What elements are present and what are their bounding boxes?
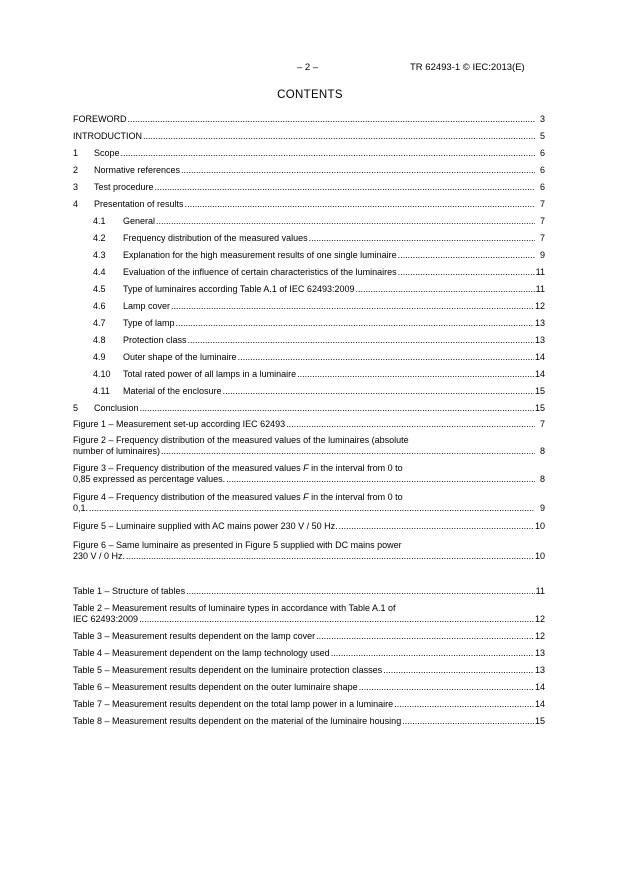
- toc-page: 14: [534, 699, 545, 709]
- toc-page: 14: [534, 682, 545, 692]
- toc-label: FOREWORD: [73, 114, 127, 124]
- dot-leader: [155, 182, 535, 193]
- toc-number: 1: [73, 148, 79, 158]
- toc-label: Table 8 – Measurement results dependent on the material of the luminaire housing: [73, 716, 402, 726]
- toc-page: 3: [539, 114, 545, 124]
- toc-label-line-1: Table 2 – Measurement results of luminaire types in accordance with Table A.1 of: [73, 603, 396, 613]
- toc-figure-1[interactable]: [73, 419, 545, 430]
- toc-figure-2[interactable]: [73, 435, 545, 457]
- dot-leader: [331, 648, 534, 659]
- toc-label-line-1: Figure 2 – Frequency distribution of the measured values of the luminaires (absolute: [73, 435, 409, 445]
- document-reference: TR 62493-1 © IEC:2013(E): [410, 62, 525, 73]
- toc-label-line-2: IEC 62493:2009: [73, 614, 139, 624]
- toc-figure-6[interactable]: [73, 540, 545, 562]
- dot-leader: [171, 301, 534, 312]
- toc-entry-4-6[interactable]: [93, 301, 545, 312]
- dot-leader: [156, 216, 535, 227]
- toc-number: 4.1: [93, 216, 106, 226]
- toc-number: 4.10: [93, 369, 111, 379]
- toc-page: 7: [539, 233, 545, 243]
- toc-label: Outer shape of the luminaire: [123, 352, 237, 362]
- toc-entry-scope[interactable]: [73, 148, 545, 159]
- toc-entry-4-10[interactable]: [93, 369, 545, 380]
- toc-page: 10: [534, 551, 545, 561]
- toc-label: Type of lamp: [123, 318, 175, 328]
- toc-page: 13: [534, 665, 545, 675]
- toc-page: 6: [539, 148, 545, 158]
- toc-entry-conclusion[interactable]: [73, 403, 545, 414]
- toc-label-line-1: Figure 4 – Frequency distribution of the measured values F in the interval from 0 to: [73, 492, 403, 502]
- toc-page: 14: [534, 369, 545, 379]
- dot-leader: [161, 446, 535, 457]
- toc-table-1[interactable]: [73, 586, 545, 597]
- toc-label: Test procedure: [94, 182, 154, 192]
- toc-label: Figure 5 – Luminaire supplied with AC mains power 230 V / 50 Hz.: [73, 521, 338, 531]
- dot-leader: [286, 419, 535, 430]
- toc-label: Conclusion: [94, 403, 139, 413]
- dot-leader: [297, 369, 534, 380]
- dot-leader: [226, 474, 535, 485]
- toc-entry-introduction[interactable]: [73, 131, 545, 142]
- toc-page: 8: [539, 446, 545, 456]
- toc-page: 13: [534, 648, 545, 658]
- toc-page: 11: [535, 586, 545, 596]
- toc-label: Table 5 – Measurement results dependent on the luminaire protection classes: [73, 665, 383, 675]
- dot-leader: [309, 233, 535, 244]
- toc-entry-4-8[interactable]: [93, 335, 545, 346]
- toc-page: 13: [534, 335, 545, 345]
- toc-page: 9: [539, 503, 545, 513]
- toc-page: 11: [535, 284, 545, 294]
- dot-leader: [398, 267, 535, 278]
- toc-page: 12: [534, 614, 545, 624]
- toc-figure-3[interactable]: [73, 463, 545, 485]
- dot-leader: [359, 682, 534, 693]
- toc-figure-4[interactable]: [73, 492, 545, 514]
- toc-label: Frequency distribution of the measured values: [123, 233, 308, 243]
- toc-label: Material of the enclosure: [123, 386, 222, 396]
- toc-entry-foreword[interactable]: [73, 114, 545, 125]
- toc-label: Table 6 – Measurement results dependent on the outer luminaire shape: [73, 682, 358, 692]
- dot-leader: [223, 386, 534, 397]
- dot-leader: [394, 699, 534, 710]
- toc-entry-4-11[interactable]: [93, 386, 545, 397]
- toc-label: Table 1 – Structure of tables: [73, 586, 186, 596]
- toc-number: 4.3: [93, 250, 106, 260]
- toc-table-5[interactable]: [73, 665, 545, 676]
- toc-page: 7: [539, 199, 545, 209]
- toc-label: Type of luminaires according Table A.1 of IEC 62493:2009: [123, 284, 355, 294]
- toc-number: 5: [73, 403, 79, 413]
- toc-number: 4.9: [93, 352, 106, 362]
- toc-label-line-1: Figure 6 – Same luminaire as presented in Figure 5 supplied with DC mains power: [73, 540, 402, 550]
- toc-label: Evaluation of the influence of certain characteristics of the luminaires: [123, 267, 397, 277]
- toc-page: 7: [539, 419, 545, 429]
- toc-page: 5: [539, 131, 545, 141]
- toc-label-line-2: 0,1.: [73, 503, 89, 513]
- toc-page: 6: [539, 182, 545, 192]
- toc-label: Presentation of results: [94, 199, 184, 209]
- toc-entry-4-4[interactable]: [93, 267, 545, 278]
- toc-figure-5[interactable]: [73, 521, 545, 532]
- dot-leader: [89, 503, 535, 514]
- toc-entry-4-5[interactable]: [93, 284, 545, 295]
- toc-table-8[interactable]: [73, 716, 545, 727]
- dot-leader: [355, 284, 534, 295]
- dot-leader: [128, 114, 536, 125]
- toc-page: 12: [534, 301, 545, 311]
- toc-entry-4-1[interactable]: [93, 216, 545, 227]
- toc-number: 4.6: [93, 301, 106, 311]
- dot-leader: [398, 250, 535, 261]
- toc-label: Explanation for the high measurement results of one single luminaire: [123, 250, 397, 260]
- dot-leader: [186, 586, 535, 597]
- toc-label: Total rated power of all lamps in a luminaire: [123, 369, 297, 379]
- dot-leader: [140, 403, 534, 414]
- dot-leader: [238, 352, 534, 363]
- toc-entry-4-3[interactable]: [93, 250, 545, 261]
- toc-table-4[interactable]: [73, 648, 545, 659]
- toc-number: 4: [73, 199, 79, 209]
- toc-number: 4.11: [93, 386, 110, 396]
- toc-page: 11: [535, 267, 545, 277]
- toc-page: 6: [539, 165, 545, 175]
- toc-number: 4.5: [93, 284, 106, 294]
- toc-label-line-2: number of luminaires): [73, 446, 161, 456]
- toc-entry-presentation-of-results[interactable]: [73, 199, 545, 210]
- toc-entry-4-7[interactable]: [93, 318, 545, 329]
- toc-label: INTRODUCTION: [73, 131, 142, 141]
- toc-label: Table 4 – Measurement dependent on the lamp technology used: [73, 648, 330, 658]
- toc-label-line-2: 0,85 expressed as percentage values.: [73, 474, 226, 484]
- toc-page: 10: [534, 521, 545, 531]
- toc-page: 15: [534, 386, 545, 396]
- dot-leader: [402, 716, 534, 727]
- toc-number: 4.4: [93, 267, 106, 277]
- toc-page: 8: [539, 474, 545, 484]
- dot-leader: [316, 631, 534, 642]
- toc-label: Table 3 – Measurement results dependent on the lamp cover: [73, 631, 316, 641]
- page-number: – 2 –: [297, 62, 319, 73]
- dot-leader: [188, 335, 534, 346]
- toc-page: 15: [534, 403, 545, 413]
- toc-number: 2: [73, 165, 79, 175]
- toc-number: 3: [73, 182, 79, 192]
- toc-label: Lamp cover: [123, 301, 171, 311]
- toc-label-line-2: 230 V / 0 Hz.: [73, 551, 126, 561]
- dot-leader: [176, 318, 534, 329]
- contents-title: CONTENTS: [277, 89, 343, 101]
- toc-page: 9: [539, 250, 545, 260]
- dot-leader: [126, 551, 534, 562]
- toc-label: Protection class: [123, 335, 187, 345]
- toc-label: Figure 1 – Measurement set-up according IEC 62493: [73, 419, 286, 429]
- toc-entry-4-9[interactable]: [93, 352, 545, 363]
- toc-entry-normative-references[interactable]: [73, 165, 545, 176]
- toc-table-7[interactable]: [73, 699, 545, 710]
- toc-table-2[interactable]: [73, 603, 545, 625]
- toc-number: 4.2: [93, 233, 106, 243]
- toc-label: Table 7 – Measurement results dependent on the total lamp power in a luminaire: [73, 699, 394, 709]
- toc-label-line-1: Figure 3 – Frequency distribution of the measured values F in the interval from 0 to: [73, 463, 403, 473]
- toc-page: 7: [539, 216, 545, 226]
- dot-leader: [185, 199, 535, 210]
- dot-leader: [143, 131, 535, 142]
- dot-leader: [339, 521, 534, 532]
- toc-page: 14: [534, 352, 545, 362]
- toc-entry-4-2[interactable]: [93, 233, 545, 244]
- toc-number: 4.7: [93, 318, 106, 328]
- dot-leader: [139, 614, 534, 625]
- toc-page: 13: [534, 318, 545, 328]
- toc-table-3[interactable]: [73, 631, 545, 642]
- toc-label: Normative references: [94, 165, 181, 175]
- toc-number: 4.8: [93, 335, 106, 345]
- dot-leader: [383, 665, 534, 676]
- toc-label: General: [123, 216, 156, 226]
- dot-leader: [181, 165, 535, 176]
- toc-page: 15: [534, 716, 545, 726]
- toc-table-6[interactable]: [73, 682, 545, 693]
- toc-page: 12: [534, 631, 545, 641]
- toc-entry-test-procedure[interactable]: [73, 182, 545, 193]
- dot-leader: [121, 148, 535, 159]
- toc-label: Scope: [94, 148, 120, 158]
